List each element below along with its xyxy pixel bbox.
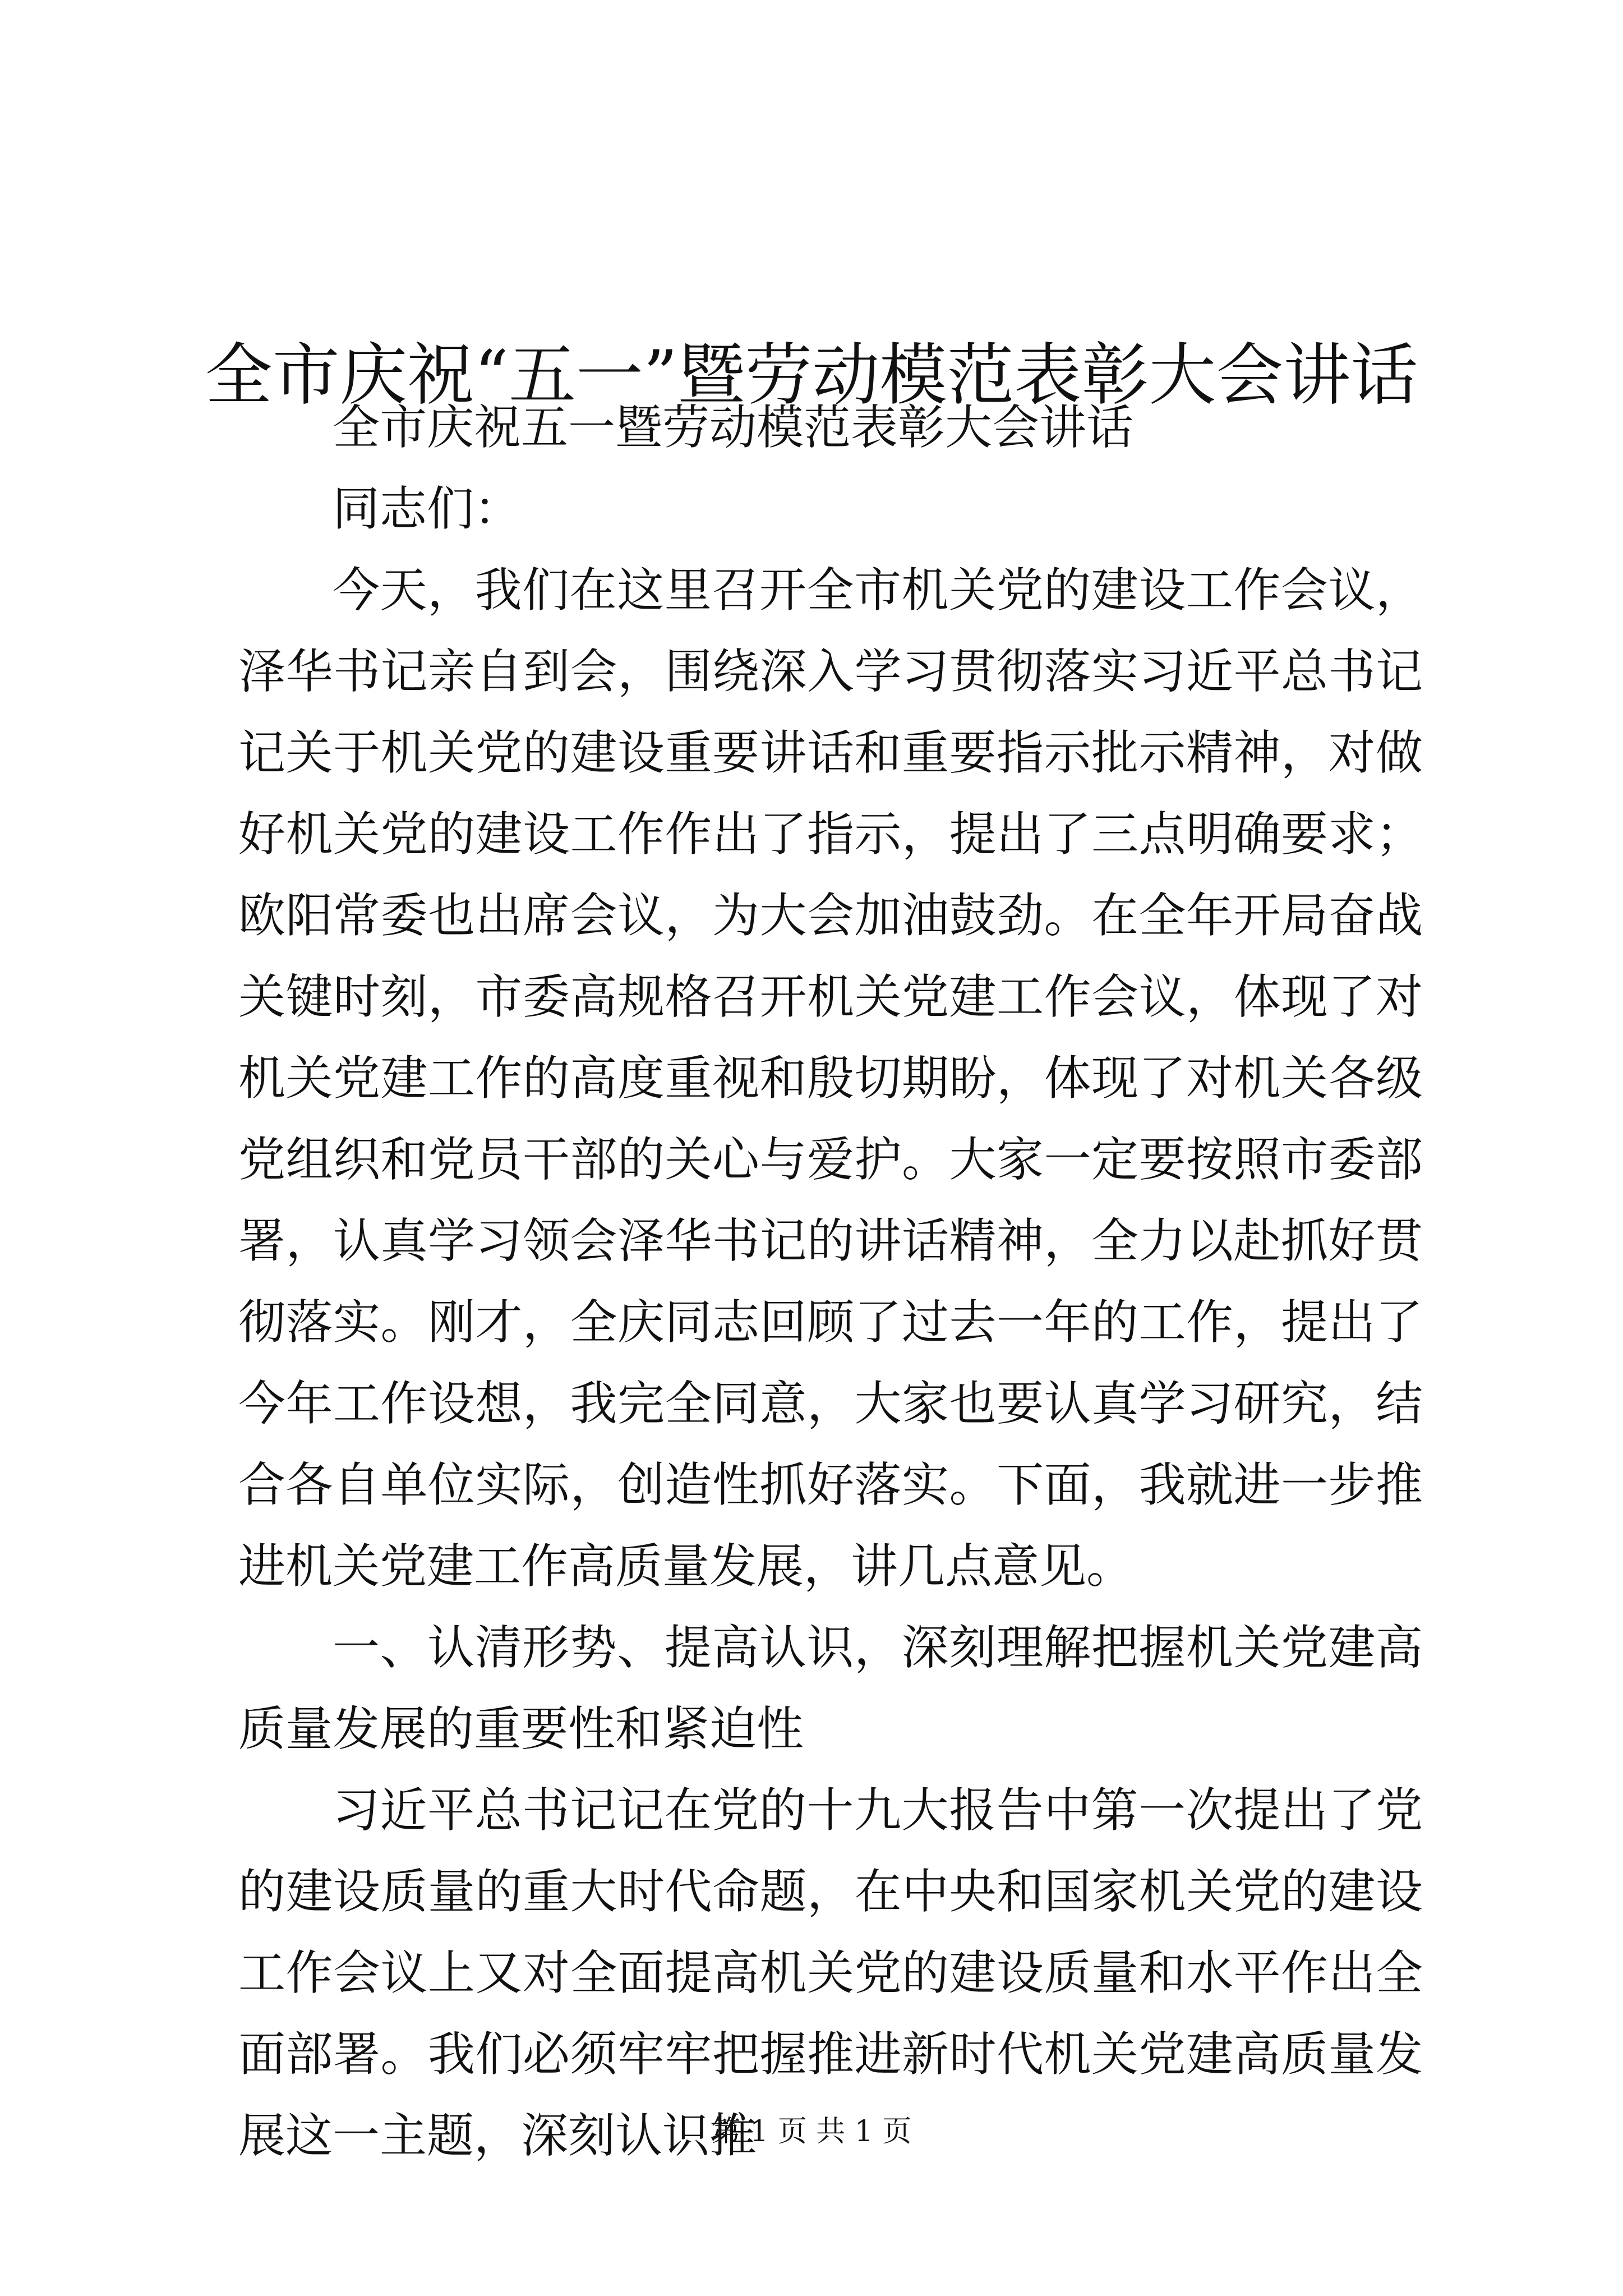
- subtitle-paragraph: 全市庆祝五一暨劳动模范表彰大会讲话: [333, 400, 1134, 455]
- page-footer: 第 1 页 共 1 页: [711, 2115, 912, 2148]
- body-paragraph: 习近平总书记记在党的十九大报告中第一次提出了党的建设质量的重大时代命题，在中央和国家机关党的建设工作会议上又对全面提高机关党的建设质量和水平作出全面部署。我们必须牢牢把握推进新时代机关党建高质量发展这一主题，深刻认识推: [238, 1783, 1423, 2163]
- body-paragraph: 今天，我们在这里召开全市机关党的建设工作会议，泽华书记亲自到会，围绕深入学习贯彻落实习近平总书记记关于机关党的建设重要讲话和重要指示批示精神，对做好机关党的建设工作作出了指示，提出了三点明确要求；欧阳常委也出席会议，为大会加油鼓劲。在全年开局奋战关键时刻，市委高规格召开机关党建工作会议，体现了对机关党建工作的高度重视和殷切期盼，体现了对机关各级党组织和党员干部的关心与爱护。大家一定要按照市委部署，认真学习领会泽华书记的讲话精神，全力以赴抓好贯彻落实。刚才，全庆同志回顾了过去一年的工作，提出了今年工作设想，我完全同意，大家也要认真学习研究，结合各自单位实际，创造性抓好落实。下面，我就进一步推进机关党建工作高质量发展，讲几点意见。: [238, 563, 1423, 1594]
- document-title: 全市庆祝“五一”暨劳动模范表彰大会讲话: [205, 337, 1418, 415]
- salutation-paragraph: 同志们：: [333, 481, 522, 536]
- section-heading: 一、认清形势、提高认识，深刻理解把握机关党建高质量发展的重要性和紧迫性: [238, 1620, 1423, 1756]
- document-body: [238, 387, 1423, 2177]
